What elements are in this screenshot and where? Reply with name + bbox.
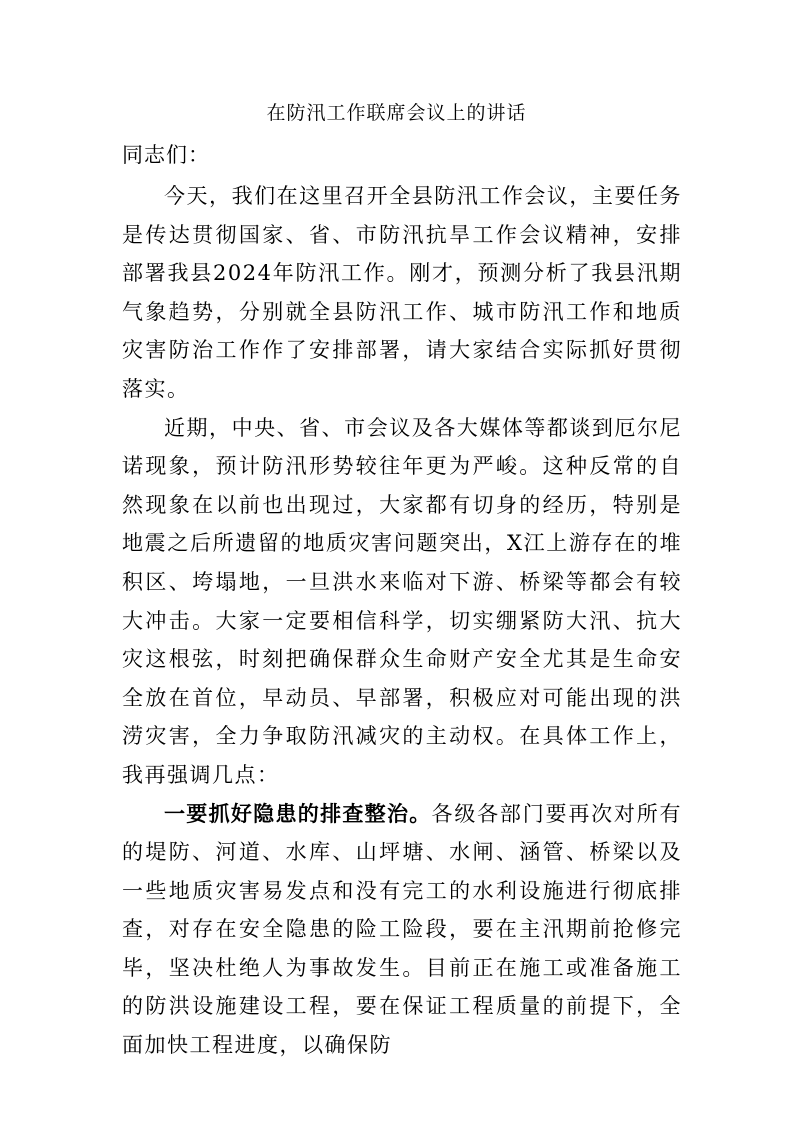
- paragraph-lead-heading: 一要抓好隐患的排查整治。: [164, 801, 432, 826]
- salutation: 同志们：: [122, 143, 210, 167]
- paragraph-text: 各级各部门要再次对所有的堤防、河道、水库、山坪塘、水闸、涵管、桥梁以及一些地质灾害易发点和没有完工的水利设施进行彻底排查，对存在安全隐患的险工险段，要在主汛期前抢修完毕，坚决杜绝人为事故发生。目前正在施工或准备施工的防洪设施建设工程，要在保证工程质量的前提下，全面加快工程进度，以确保防: [122, 801, 683, 1058]
- paragraph-1: [122, 177, 682, 409]
- document-body: [122, 177, 682, 1065]
- paragraph-2: [122, 409, 682, 795]
- document-title: 在防汛工作联席会议上的讲话: [266, 102, 527, 124]
- paragraph-3: [122, 795, 682, 1065]
- paragraph-text: 今天，我们在这里召开全县防汛工作会议，主要任务是传达贯彻国家、省、市防汛抗旱工作会议精神，安排部署我县2024年防汛工作。刚才，预测分析了我县汛期气象趋势，分别就全县防汛工作、城市防汛工作和地质灾害防治工作作了安排部署，请大家结合实际抓好贯彻落实。: [122, 184, 682, 401]
- paragraph-text: 近期，中央、省、市会议及各大媒体等都谈到厄尔尼诺现象，预计防汛形势较往年更为严峻。这种反常的自然现象在以前也出现过，大家都有切身的经历，特别是地震之后所遗留的地质灾害问题突出，X江上游存在的堆积区、垮塌地，一旦洪水来临对下游、桥梁等都会有较大冲击。大家一定要相信科学，切实绷紧防大汛、抗大灾这根弦，时刻把确保群众生命财产安全尤其是生命安全放在首位，早动员、早部署，积极应对可能出现的洪涝灾害，全力争取防汛减灾的主动权。在具体工作上，我再强调几点：: [122, 415, 682, 787]
